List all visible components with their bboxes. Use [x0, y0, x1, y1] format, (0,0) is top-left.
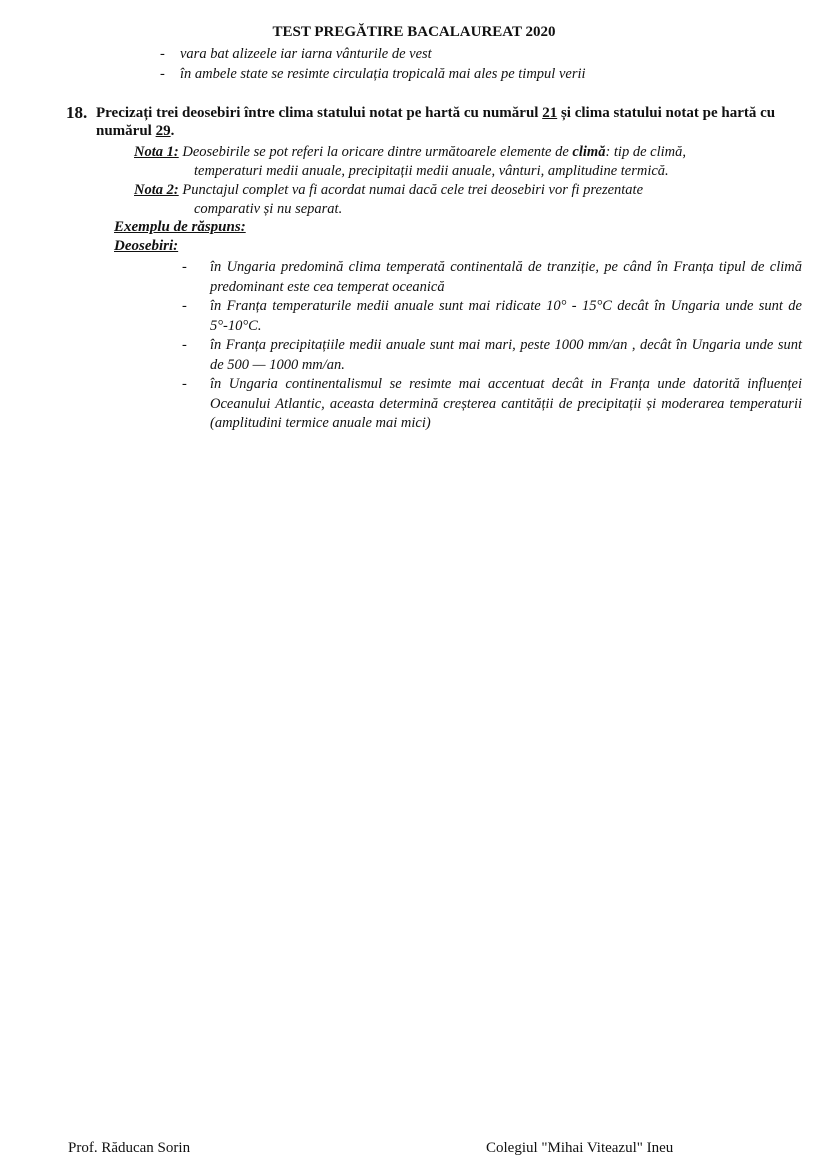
- dash-bullet: -: [182, 259, 187, 275]
- list-item: - în Franța temperaturile medii anuale sunt mai ridicate 10° - 15°C decât în Ungaria unde sunt de 5°-10°C.: [182, 298, 802, 334]
- differences-list: [182, 258, 802, 434]
- example-heading: Exemplu de răspuns:: [114, 219, 246, 235]
- question-number: 18.: [66, 103, 88, 122]
- dash-bullet: -: [182, 337, 187, 353]
- note-label: Nota 1:: [134, 144, 179, 160]
- page-title: TEST PREGĂTIRE BACALAUREAT 2020: [272, 24, 556, 40]
- note-1: Nota 1: Deosebirile se pot referi la oricare dintre următoarele elemente de climă: tip de climă,: [134, 144, 686, 160]
- map-number-21: 21: [542, 105, 558, 121]
- question-text: Precizați trei deosebiri între clima statului notat pe hartă cu numărul 21 și clima statului notat pe hartă cu numărul 29.: [96, 105, 776, 139]
- dash-bullet: -: [160, 66, 165, 82]
- note-2: Nota 2: Punctajul complet va fi acordat numai dacă cele trei deosebiri vor fi prezentate: [134, 182, 644, 198]
- differences-heading: Deosebiri:: [114, 238, 179, 254]
- previous-list-item: - vara bat alizeele iar iarna vânturile de vest: [160, 46, 432, 62]
- footer-school: Colegiul "Mihai Viteazul" Ineu: [486, 1140, 674, 1156]
- note-label: Nota 2:: [134, 182, 179, 198]
- map-number-29: 29: [155, 123, 171, 139]
- footer-author: Prof. Răducan Sorin: [68, 1140, 191, 1156]
- note-1-continuation: temperaturi medii anuale, precipitații medii anuale, vânturi, amplitudine termică.: [194, 163, 669, 179]
- list-item: - în Ungaria continentalismul se resimte mai accentuat decât in Franța unde datorită influenței Oceanului Atlantic, aceasta determină creșterea cantității de precipitații și moderarea temperaturii (amplitudini termice anuale mai mici): [182, 376, 802, 431]
- list-item: - în Ungaria predomină clima temperată continentală de tranziție, pe când în Franța tipul de climă predominant este cea temperat oceanică: [182, 259, 802, 295]
- dash-bullet: -: [160, 46, 165, 62]
- note-2-continuation: comparativ și nu separat.: [194, 201, 343, 217]
- dash-bullet: -: [182, 298, 187, 314]
- previous-list-item: - în ambele state se resimte circulația tropicală mai ales pe timpul verii: [160, 66, 586, 82]
- dash-bullet: -: [182, 376, 187, 392]
- list-item: - în Franța precipitațiile medii anuale sunt mai mari, peste 1000 mm/an , decât în Ungaria unde sunt de 500 — 1000 mm/an.: [182, 337, 802, 373]
